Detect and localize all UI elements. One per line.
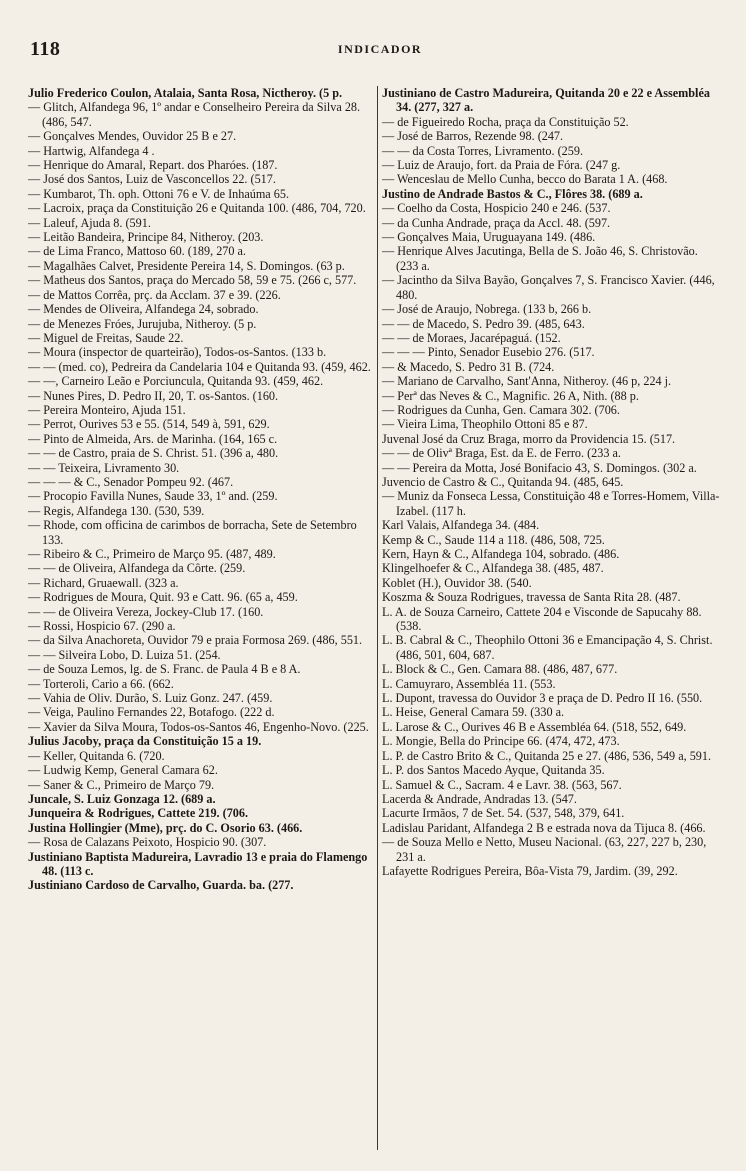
directory-entry: — Muniz da Fonseca Lessa, Constituição 48 e Torres-Homem, Villa-Izabel. (117 h. — [382, 489, 720, 518]
directory-entry: Julius Jacoby, praça da Constituição 15 a 19. — [28, 734, 262, 749]
directory-entry: Koszma & Souza Rodrigues, travessa de Santa Rita 28. (487. — [382, 590, 681, 605]
directory-entry: — Perª das Neves & C., Magnific. 26 A, Nith. (88 p. — [382, 388, 639, 403]
directory-entry: — Regis, Alfandega 130. (530, 539. — [28, 503, 205, 518]
directory-entry: — Rodrigues da Cunha, Gen. Camara 302. (706. — [382, 402, 620, 417]
directory-entry: — Hartwig, Alfandega 4 . — [28, 143, 155, 158]
directory-entry: — Lacroix, praça da Constituição 26 e Quitanda 100. (486, 704, 720. — [28, 201, 366, 216]
directory-entry: — Perrot, Ourives 53 e 55. (514, 549 à, 591, 629. — [28, 417, 270, 432]
directory-entry: — Vahia de Oliv. Durão, S. Luiz Gonz. 247. (459. — [28, 691, 273, 706]
directory-entry: L. Dupont, travessa do Ouvidor 3 e praça de D. Pedro II 16. (550. — [382, 691, 703, 706]
directory-entry: Klingelhoefer & C., Alfandega 38. (485, 487. — [382, 561, 604, 576]
directory-entry: — Rhode, com officina de carimbos de borracha, Sete de Setembro 133. — [28, 518, 357, 547]
column-divider — [377, 86, 378, 1150]
directory-entry: — de Mattos Corrêa, prç. da Acclam. 37 e 39. (226. — [28, 287, 281, 302]
directory-entry: — Moura (inspector de quarteirão), Todos-os-Santos. (133 b. — [28, 345, 327, 360]
directory-entry: — de Lima Franco, Mattoso 60. (189, 270 a. — [28, 244, 246, 259]
directory-entry: — José dos Santos, Luiz de Vasconcellos 22. (517. — [28, 172, 276, 187]
directory-entry: — — Pereira da Motta, José Bonifacio 43, S. Domingos. (302 a. — [382, 460, 697, 475]
directory-entry: — — — Pinto, Senador Eusebio 276. (517. — [382, 345, 595, 360]
directory-entry: Julio Frederico Coulon, Atalaia, Santa Rosa, Nictheroy. (5 p. — [28, 86, 343, 100]
directory-entry: — — Silveira Lobo, D. Luiza 51. (254. — [28, 647, 221, 662]
directory-entry: — — (med. co), Pedreira da Candelaria 104 e Quitanda 93. (459, 462. — [28, 359, 371, 374]
directory-entry: — de Souza Mello e Netto, Museu Nacional. (63, 227, 227 b, 230, 231 a. — [382, 835, 707, 864]
directory-entry: — & Macedo, S. Pedro 31 B. (724. — [382, 359, 555, 374]
directory-entry: — Vieira Lima, Theophilo Ottoni 85 e 87. — [382, 417, 588, 432]
directory-entry: Justino de Andrade Bastos & C., Flôres 38. (689 a. — [382, 186, 643, 201]
directory-entry: — — de Olivª Braga, Est. da E. de Ferro. (233 a. — [382, 446, 621, 461]
directory-entry: L. Heise, General Camara 59. (330 a. — [382, 705, 565, 720]
directory-entry: — Richard, Gruaewall. (323 a. — [28, 575, 179, 590]
directory-entry: Lacurte Irmãos, 7 de Set. 54. (537, 548, 379, 641. — [382, 806, 625, 821]
directory-entry: — Miguel de Freitas, Saude 22. — [28, 330, 184, 345]
directory-entry: L. B. Cabral & C., Theophilo Ottoni 36 e Emancipação 4, S. Christ. (486, 501, 604, 687. — [382, 633, 713, 662]
directory-entry: Kern, Hayn & C., Alfandega 104, sobrado. (486. — [382, 547, 620, 561]
directory-entry: Junqueira & Rodrigues, Cattete 219. (706. — [28, 806, 249, 821]
directory-entry: — Rosa de Calazans Peixoto, Hospicio 90. (307. — [28, 835, 267, 850]
directory-entry: — Veiga, Paulino Fernandes 22, Botafogo. (222 d. — [28, 705, 275, 720]
directory-entry: — Rodrigues de Moura, Quit. 93 e Catt. 96. (65 a, 459. — [28, 590, 298, 605]
directory-entry: Koblet (H.), Ouvidor 38. (540. — [382, 575, 532, 590]
directory-entry: — Pinto de Almeida, Ars. de Marinha. (164, 165 c. — [28, 431, 278, 446]
directory-entry: — Ribeiro & C., Primeiro de Março 95. (487, 489. — [28, 547, 276, 561]
directory-entry: — Mariano de Carvalho, Sant'Anna, Nitheroy. (46 p, 224 j. — [382, 374, 672, 389]
directory-entry: — da Cunha Andrade, praça da Accl. 48. (597. — [382, 215, 611, 230]
directory-entry: — Keller, Quitanda 6. (720. — [28, 748, 165, 763]
directory-entry: — de Figueiredo Rocha, praça da Constituição 52. — [382, 114, 629, 129]
directory-entry: — — de Castro, praia de S. Christ. 51. (396 a, 480. — [28, 446, 279, 461]
directory-entry: — de Menezes Fróes, Jurujuba, Nitheroy. (5 p. — [28, 316, 257, 331]
directory-entry: — Henrique Alves Jacutinga, Bella de S. João 46, S. Christovão. (233 a. — [382, 244, 698, 273]
directory-entry: L. Block & C., Gen. Camara 88. (486, 487, 677. — [382, 662, 618, 677]
directory-entry: — Gonçalves Mendes, Ouvidor 25 B e 27. — [28, 129, 237, 144]
directory-entry: — Henrique do Amaral, Repart. dos Pharóes. (187. — [28, 158, 278, 173]
directory-entry: Justiniano de Castro Madureira, Quitanda 20 e 22 e Assembléa 34. (277, 327 a. — [382, 86, 710, 115]
directory-entry: — Magalhães Calvet, Presidente Pereira 14, S. Domingos. (63 p. — [28, 258, 345, 273]
directory-entry: — Rossi, Hospicio 67. (290 a. — [28, 619, 176, 634]
directory-entry: Kemp & C., Saude 114 a 118. (486, 508, 725. — [382, 532, 605, 547]
running-head: INDICADOR — [337, 42, 423, 56]
directory-entry: L. P. de Castro Brito & C., Quitanda 25 e 27. (486, 536, 549 a, 591. — [382, 748, 712, 763]
page-number: 118 — [30, 38, 61, 60]
directory-entry: — — de Moraes, Jacarépaguá. (152. — [382, 330, 561, 345]
directory-entry: — Ludwig Kemp, General Camara 62. — [28, 763, 218, 778]
directory-entry: L. Camuyraro, Assembléa 11. (553. — [382, 676, 556, 691]
directory-entry: — Xavier da Silva Moura, Todos-os-Santos 46, Engenho-Novo. (225. — [28, 719, 369, 734]
directory-entry: — Coelho da Costa, Hospicio 240 e 246. (537. — [382, 201, 611, 216]
directory-entry: — Torteroli, Cario a 66. (662. — [28, 676, 174, 691]
directory-entry: — da Silva Anachoreta, Ouvidor 79 e praia Formosa 269. (486, 551. — [28, 633, 363, 648]
directory-entry: Juncale, S. Luiz Gonzaga 12. (689 a. — [28, 791, 216, 806]
directory-entry: — José de Barros, Rezende 98. (247. — [382, 129, 564, 144]
directory-entry: — Jacintho da Silva Bayão, Gonçalves 7, S. Francisco Xavier. (446, 480. — [382, 273, 715, 302]
directory-entry: Lafayette Rodrigues Pereira, Bôa-Vista 79, Jardim. (39, 292. — [382, 863, 678, 878]
directory-entry: Karl Valais, Alfandega 34. (484. — [382, 518, 540, 533]
directory-entry: Lacerda & Andrade, Andradas 13. (547. — [382, 791, 577, 806]
directory-entry: — de Souza Lemos, lg. de S. Franc. de Paula 4 B e 8 A. — [28, 662, 301, 677]
directory-entry: — Glitch, Alfandega 96, 1º andar e Conselheiro Pereira da Silva 28. (486, 547. — [28, 100, 361, 129]
directory-entry: Justiniano Cardoso de Carvalho, Guarda. ba. (277. — [28, 878, 294, 893]
directory-entry: L. Samuel & C., Sacram. 4 e Lavr. 38. (563, 567. — [382, 777, 622, 792]
directory-entry: — Gonçalves Maia, Uruguayana 149. (486. — [382, 230, 596, 245]
page-header — [30, 38, 730, 60]
directory-entry: L. A. de Souza Carneiro, Cattete 204 e Visconde de Sapucahy 88. (538. — [382, 604, 702, 634]
directory-entry: Justiniano Baptista Madureira, Lavradio 13 e praia do Flamengo 48. (113 c. — [28, 849, 368, 878]
directory-entry: — —, Carneiro Leão e Porciuncula, Quitanda 93. (459, 462. — [28, 374, 324, 389]
directory-entry: Justina Hollingier (Mme), prç. do C. Osorio 63. (466. — [28, 820, 303, 835]
directory-entry: — Leitão Bandeira, Principe 84, Nitheroy. (203. — [28, 230, 264, 245]
directory-entry: — Mendes de Oliveira, Alfandega 24, sobrado. — [28, 302, 259, 317]
directory-entry: Juvenal José da Cruz Braga, morro da Providencia 15. (517. — [382, 431, 676, 446]
directory-entry: — Luiz de Araujo, fort. da Praia de Fóra. (247 g. — [382, 158, 621, 173]
left-column — [28, 86, 376, 893]
directory-entry: — Pereira Monteiro, Ajuda 151. — [28, 402, 186, 417]
directory-entry: L. P. dos Santos Macedo Ayque, Quitanda 35. — [382, 763, 605, 778]
directory-entry: — Procopio Favilla Nunes, Saude 33, 1º and. (259. — [28, 489, 278, 504]
directory-entry: — — Teixeira, Livramento 30. — [28, 460, 180, 475]
directory-entry: — — de Macedo, S. Pedro 39. (485, 643. — [382, 316, 585, 331]
directory-entry: — — de Oliveira, Alfandega da Côrte. (259. — [28, 561, 246, 576]
directory-entry: — Saner & C., Primeiro de Março 79. — [28, 777, 215, 792]
directory-entry: — Laleuf, Ajuda 8. (591. — [28, 215, 151, 230]
directory-entry: — Matheus dos Santos, praça do Mercado 58, 59 e 75. (266 c, 577. — [28, 273, 357, 288]
directory-entry: — Nunes Pires, D. Pedro II, 20, T. os-Santos. (160. — [28, 388, 279, 403]
directory-entry: — Wenceslau de Mello Cunha, becco do Barata 1 A. (468. — [382, 172, 668, 187]
directory-entry: — — — & C., Senador Pompeu 92. (467. — [28, 474, 234, 489]
directory-entry: L. Larose & C., Ourives 46 B e Assembléa 64. (518, 552, 649. — [382, 719, 687, 734]
directory-entry: — José de Araujo, Nobrega. (133 b, 266 b. — [382, 302, 592, 317]
directory-entry: L. Mongie, Bella do Principe 66. (474, 472, 473. — [382, 734, 620, 749]
directory-entry: Juvencio de Castro & C., Quitanda 94. (485, 645. — [382, 474, 624, 489]
directory-entry: — — da Costa Torres, Livramento. (259. — [382, 143, 583, 158]
directory-entry: Ladislau Paridant, Alfandega 2 B e estrada nova da Tijuca 8. (466. — [382, 820, 706, 835]
directory-entry: — Kumbarot, Th. oph. Ottoni 76 e V. de Inhaúma 65. — [28, 186, 289, 201]
directory-entry: — — de Oliveira Vereza, Jockey-Club 17. (160. — [28, 604, 264, 619]
right-column — [382, 86, 722, 878]
